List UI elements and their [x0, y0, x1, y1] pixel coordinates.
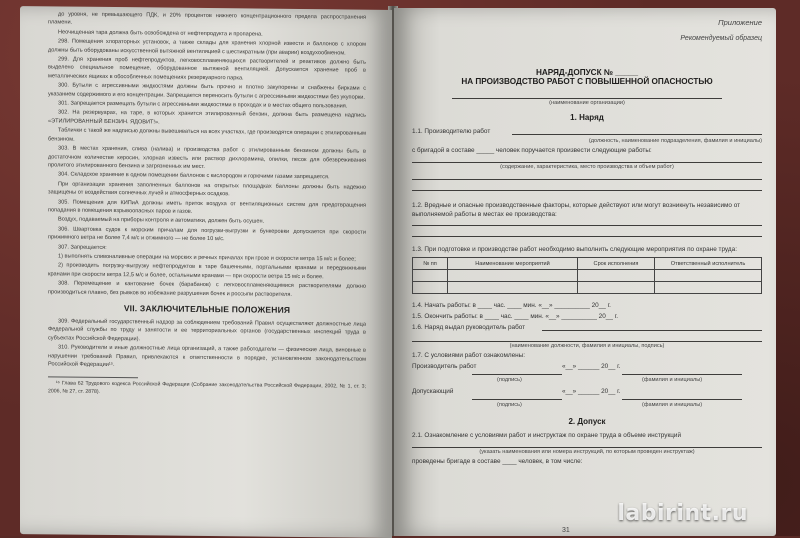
table-row: [413, 270, 762, 282]
paragraph: до уровня, не превышающего ПДК, и 20% процентов нижнего концентрационного предела распространения пламени.: [48, 11, 366, 27]
form-subtitle: НА ПРОИЗВОДСТВО РАБОТ С ПОВЫШЕННОЙ ОПАСНОСТЬЮ: [461, 77, 713, 86]
paragraph: 306. Швартовка судов к морским причалам для погрузки-выгрузки и бункеровки допускается при скорости прижимного ветра не более 7,4 м/с и отжимного — не более 10 м/с.: [48, 226, 366, 243]
item-1-5: 1.5. Окончить работы: в ____ час. ____ мин. «__» __________ 20__ г.: [412, 313, 618, 320]
section-heading: VII. ЗАКЛЮЧИТЕЛЬНЫЕ ПОЛОЖЕНИЯ: [123, 303, 291, 315]
item-1-1: 1.1. Производителю работ: [412, 126, 762, 137]
paragraph: 303. В местах хранения, слива (налива) и производства работ с этилированным бензином должны быть в достаточном количестве керосин, хлорная известь или раствор дихлорамина, опилки, песок для обезвреживания пролитого этилированного бензина и загрязненных им мест.: [48, 145, 366, 170]
form-title: НАРЯД-ДОПУСК № _____: [535, 68, 639, 77]
item-1-2: 1.2. Вредные и опасные производственные факторы, которые действуют или могут возникнуть независимо от выполняемой работы в местах ее производства:: [412, 202, 741, 218]
item-1-6-caption: (наименование должности, фамилия и инициалы, подпись): [509, 343, 665, 349]
paragraph: 2) производить погрузку-выгрузку нефтепродуктов в таре башенными, портальными кранами и передвижными кранами при скорости ветра 12,5 м/с и более, остальными кранами — при скорости ветра 15 м/с и более.: [48, 262, 366, 281]
item-2-1-tail: проведены бригаде в составе ____ человек, в том числе:: [412, 458, 583, 465]
permit-form: [412, 18, 762, 467]
paragraph: 301. Запрещается размещать бутыли с агрессивными жидкостями в проходах и в местах общего пользования.: [58, 100, 348, 110]
table-header: Ответственный исполнитель: [655, 258, 762, 270]
paragraph: 300. Бутыли с агрессивными жидкостями должны быть прочно и плотно закупорены и снабжены бирками с указанием содержимого и его концентрации. Запрещается переносить бутыли с агрессивными жидкостями без укупорки.: [48, 82, 366, 101]
measures-table: [412, 257, 762, 294]
paragraph: 310. Руководители и иные должностные лица организаций, а также работодатели — физические лица, виновные в нарушении требований Правил, привлекаются к ответственности в порядке, установленном законодательством Российской Федерации¹⁵.: [48, 344, 366, 369]
paragraph: 308. Перемещение и кантование бочек (барабанов) с легковоспламеняющимися растворителями должно производиться плавно, без рывков во избежание разрушения бочек и россыпи растворителя.: [48, 280, 366, 298]
paragraph: 307. Запрещается:: [58, 244, 107, 251]
paragraph: Воздух, подаваемый на приборы контроля и автоматики, должен быть осушен.: [58, 216, 265, 225]
appendix-label: Приложение: [718, 18, 762, 27]
table-header-row: [413, 258, 762, 270]
paragraph: 304. Складское хранение в одном помещении баллонов с кислородом и горючими газами запрещается.: [58, 171, 330, 181]
item-1-6: 1.6. Наряд выдал руководитель работ: [412, 322, 762, 333]
paragraph: 298. Помещения хлораторных установок, а также склады для хранения хлорной извести и баллонов с хлором должны быть оборудованы искусственной вытяжной вентиляцией с шестикратным (при аварии) воздухообменом.: [48, 38, 366, 57]
paragraph: 309. Федеральный государственный надзор за соблюдением требований Правил осуществляют должностные лица Федеральной службы по труду и занятости и ее территориальных органов (государственных инспекций труда в субъектах Российской Федерации).: [48, 318, 366, 343]
left-page: [20, 6, 392, 538]
paragraph: Неочищенная тара должна быть освобождена от нефтепродукта и пропарена.: [58, 29, 263, 38]
item-2-1-caption: (указать наименования или номера инструкций, по которым проведен инструктаж): [479, 449, 695, 455]
sample-label: Рекомендуемый образец: [680, 35, 762, 42]
paragraph: Таблички с такой же надписью должны вывешиваться на всех участках, где производятся операции с этилированным бензином.: [48, 127, 366, 143]
producer-sign-row: Производитель работ «__» ______ 20__ г.: [412, 363, 621, 370]
table-header: № пп: [413, 258, 448, 270]
section-order: 1. Наряд: [570, 113, 604, 122]
producer-sign-lines: (подпись) (фамилия и инициалы): [412, 372, 762, 386]
watermark-logo: labirint.ru: [617, 501, 748, 526]
table-header: Срок исполнения: [578, 258, 655, 270]
paragraph: 305. Помещения для КИПиА должны иметь приток воздуха от вентиляционных систем для предотвращения попадания в помещения взрывоопасных паров и газов.: [48, 198, 366, 215]
right-page: [394, 8, 776, 536]
admitting-sign-lines: (подпись) (фамилия и инициалы): [412, 397, 762, 411]
footnote: ¹⁵ Глава 62 Трудового кодекса Российской Федерации (Собрание законодательства Российской Федерации, 2002, № 1, ст. 3; 2006, № 27, ст. 2878).: [48, 380, 366, 395]
brigade-line: с бригадой в составе _____ человек поручается произвести следующие работы:: [412, 147, 652, 154]
work-caption: (содержание, характеристика, место производства и объем работ): [500, 164, 674, 170]
page-number: 31: [562, 527, 570, 534]
table-row: [413, 282, 762, 294]
org-caption: (наименование организации): [549, 100, 625, 106]
paragraph: 299. Для хранения проб нефтепродуктов, легковоспламеняющихся растворителей и реактивов должно быть выделено специальное помещение, оборудованное вытяжной вентиляцией. Допускается хранение проб в металлических ящиках в обособленных помещениях резервуарного парка.: [48, 56, 366, 82]
item-2-1: 2.1. Ознакомление с условиями работ и инструктаж по охране труда в объеме инструкций: [412, 432, 682, 439]
section-admission: 2. Допуск: [568, 417, 606, 426]
item-1-7: 1.7. С условиями работ ознакомлены:: [412, 352, 526, 359]
paragraph: 302. На резервуарах, на таре, в которых хранится этилированный бензин, должна быть размещена надпись «ЭТИЛИРОВАННЫЙ БЕНЗИН. ЯДОВИТ!».: [48, 109, 366, 126]
table-header: Наименование мероприятий: [448, 258, 578, 270]
paragraph: При организации хранения заполненных баллонов на открытых площадках баллоны должны быть надежно защищены от воздействия солнечных лучей и атмосферных осадков.: [48, 181, 366, 198]
paragraph: 1) выполнять сливоналивные операции на морских и речных причалах при грозе и скорости ветра 15 м/с и более;: [58, 253, 356, 263]
admitting-row: Допускающий «__» ______ 20__ г.: [412, 388, 621, 395]
item-1-1-caption: (должность, наименование подразделения, фамилия и инициалы): [588, 138, 762, 144]
left-page-text: [48, 10, 366, 400]
footnote-rule: [48, 377, 138, 379]
item-1-4: 1.4. Начать работы: в ____ час. ____ мин. «__» __________ 20__ г.: [412, 302, 611, 309]
item-1-3: 1.3. При подготовке и производстве работ необходимо выполнить следующие мероприятия по охране труда:: [412, 246, 737, 253]
